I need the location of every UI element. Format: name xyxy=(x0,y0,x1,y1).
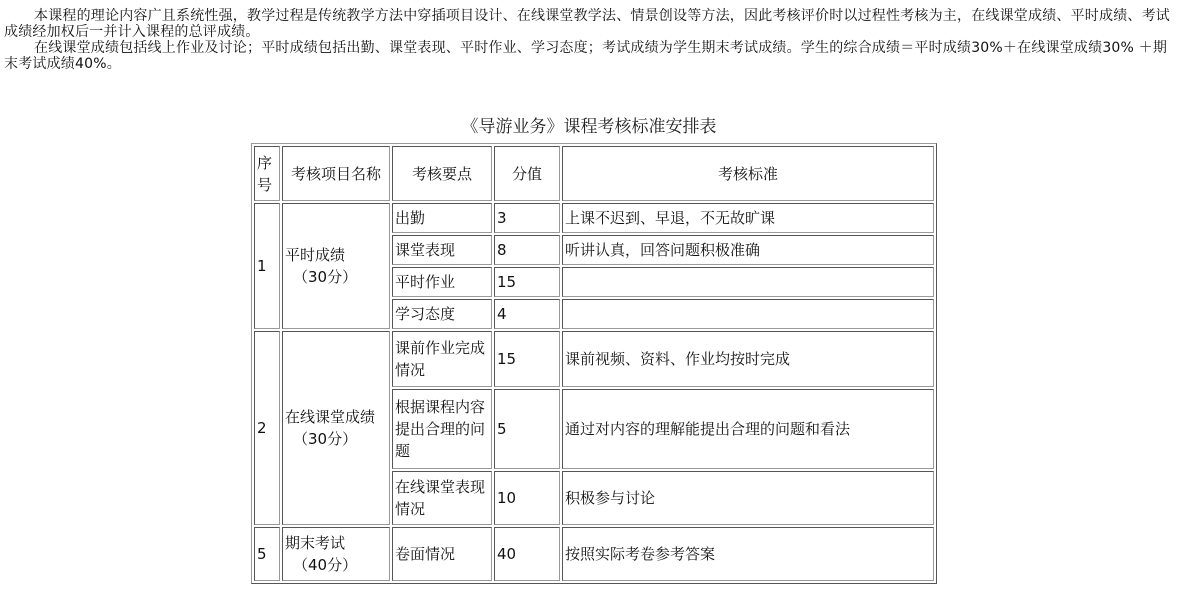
standard-cell xyxy=(562,299,934,329)
table-row xyxy=(254,203,934,233)
header-standard: 考核标准 xyxy=(562,146,934,201)
assessment-table xyxy=(251,143,937,584)
header-seq: 序号 xyxy=(254,146,280,201)
group-name-cell xyxy=(282,331,390,525)
standard-cell: 课前视频、资料、作业均按时完成 xyxy=(562,331,934,387)
score-cell: 15 xyxy=(494,331,560,387)
standard-cell xyxy=(562,267,934,297)
header-score: 分值 xyxy=(494,146,560,201)
score-cell: 10 xyxy=(494,471,560,525)
group-seq: 1 xyxy=(254,203,280,329)
intro-text xyxy=(4,8,1174,72)
group-weight: （40分） xyxy=(293,556,358,574)
table-title: 《导游业务》课程考核标准安排表 xyxy=(461,117,717,137)
intro-paragraph-1: 本课程的理论内容广且系统性强，教学过程是传统教学方法中穿插项目设计、在线课堂教学法、情景创设等方法，因此考核评价时以过程性考核为主，在线课堂成绩、平时成绩、考试成绩经加权后一并计入课程的总评成绩。 xyxy=(4,8,1170,40)
group-seq: 2 xyxy=(254,331,280,525)
score-cell: 3 xyxy=(494,203,560,233)
group-name-cell xyxy=(282,527,390,581)
header-point: 考核要点 xyxy=(392,146,492,201)
score-cell: 40 xyxy=(494,527,560,581)
point-cell: 平时作业 xyxy=(392,267,492,297)
group-name-cell xyxy=(282,203,390,329)
standard-cell: 积极参与讨论 xyxy=(562,471,934,525)
group-seq: 5 xyxy=(254,527,280,581)
group-name: 平时成绩 xyxy=(285,246,346,264)
group-weight: （30分） xyxy=(293,268,358,286)
point-cell: 在线课堂表现情况 xyxy=(392,471,492,525)
standard-cell: 按照实际考卷参考答案 xyxy=(562,527,934,581)
header-item: 考核项目名称 xyxy=(282,146,390,201)
score-cell: 15 xyxy=(494,267,560,297)
point-cell: 课前作业完成情况 xyxy=(392,331,492,387)
point-cell: 学习态度 xyxy=(392,299,492,329)
standard-cell: 上课不迟到、早退，不无故旷课 xyxy=(562,203,934,233)
group-name: 期末考试 xyxy=(285,534,346,552)
group-name: 在线课堂成绩 xyxy=(285,408,376,426)
table-row xyxy=(254,331,934,387)
table-row xyxy=(254,527,934,581)
intro-paragraph-2: 在线课堂成绩包括线上作业及讨论；平时成绩包括出勤、课堂表现、平时作业、学习态度；考试成绩为学生期末考试成绩。学生的综合成绩＝平时成绩30%＋在线课堂成绩30% ＋期末考试成绩40%。 xyxy=(4,40,1168,72)
table-header-row xyxy=(254,146,934,201)
point-cell: 课堂表现 xyxy=(392,235,492,265)
score-cell: 5 xyxy=(494,389,560,469)
standard-cell: 通过对内容的理解能提出合理的问题和看法 xyxy=(562,389,934,469)
group-weight: （30分） xyxy=(293,430,358,448)
point-cell: 根据课程内容提出合理的问题 xyxy=(392,389,492,469)
point-cell: 卷面情况 xyxy=(392,527,492,581)
score-cell: 4 xyxy=(494,299,560,329)
standard-cell: 听讲认真，回答问题积极准确 xyxy=(562,235,934,265)
score-cell: 8 xyxy=(494,235,560,265)
point-cell: 出勤 xyxy=(392,203,492,233)
